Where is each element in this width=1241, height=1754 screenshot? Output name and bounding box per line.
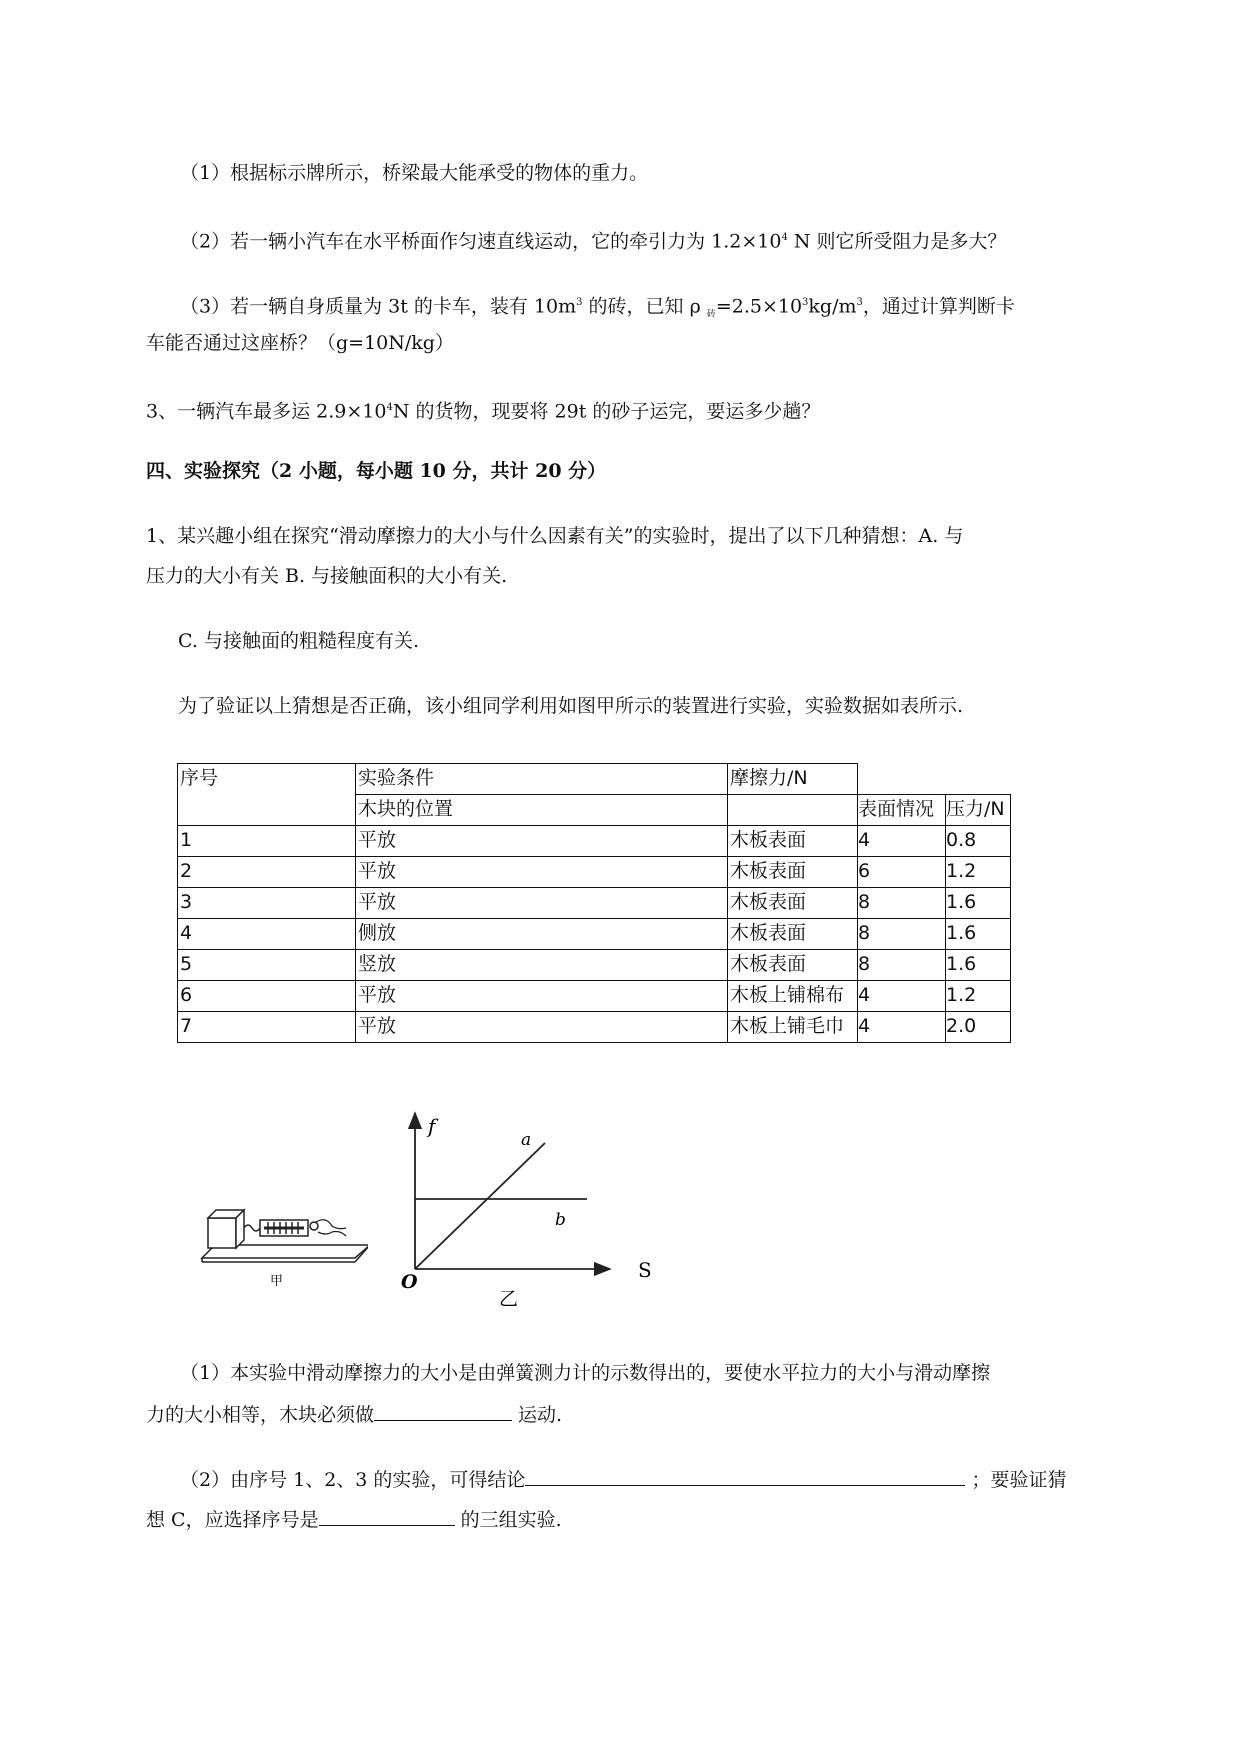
line-a-label: a — [521, 1130, 532, 1150]
text: 运动. — [512, 1404, 563, 1426]
empty-cell — [946, 764, 1011, 795]
cell-surface: 木板上铺毛巾 — [728, 1012, 858, 1043]
text: （1）本实验中滑动摩擦力的大小是由弹簧测力计的示数得出的，要使水平拉力的大小与滑动摩擦 — [180, 1362, 991, 1384]
cell-seq: 3 — [178, 888, 356, 919]
text: ；要验证猜 — [965, 1469, 1067, 1491]
section-heading — [146, 458, 606, 484]
text: 的三组实验. — [454, 1509, 562, 1531]
cell-position: 平放 — [356, 857, 728, 888]
text: C. 与接触面的粗糙程度有关. — [178, 630, 419, 652]
header-friction: 摩擦力/N — [728, 764, 858, 795]
experiment-1-line-2 — [146, 563, 507, 589]
cell-position: 平放 — [356, 888, 728, 919]
text: （2）由序号 1、2、3 的实验，可得结论 — [180, 1469, 526, 1491]
hand-icon — [316, 1220, 346, 1236]
cell-seq: 2 — [178, 857, 356, 888]
figure-jia-apparatus — [198, 1190, 368, 1290]
cell-position: 平放 — [356, 981, 728, 1012]
text: kg/m — [808, 295, 857, 318]
axis-x-label: S — [638, 1258, 652, 1282]
wood-block-icon — [208, 1210, 244, 1248]
question-2-part-1 — [180, 160, 648, 186]
cell-value-b: 1.6 — [946, 888, 1011, 919]
question-2-part-3-cont — [146, 330, 454, 356]
header-seq: 序号 — [178, 764, 356, 795]
sub-question-1-cont — [146, 1400, 562, 1428]
superscript: 4 — [386, 402, 393, 413]
cell-surface: 木板表面 — [728, 826, 858, 857]
table-row — [178, 857, 1011, 888]
figure-jia-label: 甲 — [270, 1274, 284, 1289]
cell-position: 平放 — [356, 1012, 728, 1043]
table-row — [178, 950, 1011, 981]
table-row — [178, 981, 1011, 1012]
line-b-label: b — [555, 1210, 566, 1230]
answer-blank-1[interactable] — [374, 1400, 512, 1421]
text: 压力的大小有关 B. 与接触面积的大小有关. — [146, 565, 508, 587]
cell-value-b: 2.0 — [946, 1012, 1011, 1043]
text: ，通过计算判断卡 — [862, 295, 1015, 318]
superscript: 3 — [856, 297, 863, 308]
header-surface: 表面情况 — [858, 795, 946, 826]
cell-value-a: 4 — [858, 826, 946, 857]
header-position: 木块的位置 — [356, 795, 728, 826]
figure-yi-label: 乙 — [499, 1288, 519, 1310]
superscript: 4 — [781, 232, 788, 243]
text: （1）根据标示牌所示，桥梁最大能承受的物体的重力。 — [180, 162, 649, 184]
experiment-1-line-4 — [178, 693, 963, 719]
text: 四、实验探究（2 小题，每小题 10 分，共计 20 分） — [146, 460, 607, 482]
cell-seq: 4 — [178, 919, 356, 950]
text: 3、一辆汽车最多运 2.9×10 — [146, 400, 387, 423]
text: 1、某兴趣小组在探究“滑动摩擦力的大小与什么因素有关”的实验时，提出了以下几种猜想：A. 与 — [146, 525, 964, 547]
text: （3）若一辆自身质量为 3t 的卡车，装有 10m — [180, 295, 577, 318]
cell-seq: 1 — [178, 826, 356, 857]
cell-value-a: 4 — [858, 981, 946, 1012]
experiment-1-line-1 — [146, 523, 963, 549]
cell-value-a: 8 — [858, 919, 946, 950]
cell-value-a: 8 — [858, 950, 946, 981]
spring-scale-icon — [244, 1220, 318, 1236]
text: =2.5×10 — [715, 295, 803, 318]
text: 的砖，已知 ρ — [582, 295, 707, 318]
cell-surface: 木板上铺棉布 — [728, 981, 858, 1012]
cell-surface: 木板表面 — [728, 888, 858, 919]
cell-value-b: 1.6 — [946, 950, 1011, 981]
answer-blank-3[interactable] — [319, 1505, 455, 1526]
text: N 的货物，现要将 29t 的砂子运完，要运多少趟？ — [392, 400, 821, 423]
header-pressure: 压力/N — [946, 795, 1011, 826]
empty-cell — [858, 764, 946, 795]
cell-value-b: 1.2 — [946, 857, 1011, 888]
figure-yi-graph — [395, 1105, 665, 1310]
cell-value-b: 0.8 — [946, 826, 1011, 857]
header-empty — [728, 795, 858, 826]
cell-position: 平放 — [356, 826, 728, 857]
text: 力的大小相等，木块必须做 — [146, 1404, 375, 1426]
header-condition: 实验条件 — [356, 764, 728, 795]
text: （2）若一辆小汽车在水平桥面作匀速直线运动，它的牵引力为 1.2×10 — [180, 230, 782, 253]
question-2-part-2 — [180, 225, 1007, 254]
cell-value-a: 4 — [858, 1012, 946, 1043]
sub-question-2 — [180, 1465, 1066, 1493]
cell-position: 竖放 — [356, 950, 728, 981]
cell-value-b: 1.6 — [946, 919, 1011, 950]
question-2-part-3 — [180, 290, 1015, 327]
text: N 则它所受阻力是多大？ — [787, 230, 1007, 253]
question-3 — [146, 395, 820, 424]
cell-seq: 6 — [178, 981, 356, 1012]
cell-value-a: 8 — [858, 888, 946, 919]
sub-question-1 — [180, 1360, 990, 1386]
line-a — [415, 1143, 545, 1269]
table-row — [178, 826, 1011, 857]
table-row — [178, 1012, 1011, 1043]
answer-blank-2[interactable] — [525, 1465, 965, 1486]
cell-value-a: 6 — [858, 857, 946, 888]
cell-value-b: 1.2 — [946, 981, 1011, 1012]
text: 为了验证以上猜想是否正确，该小组同学利用如图甲所示的装置进行实验，实验数据如表所示. — [178, 695, 964, 717]
experiment-table — [177, 763, 1011, 1043]
table-row — [178, 888, 1011, 919]
sub-question-2-cont — [146, 1505, 562, 1533]
header-seq-cont — [178, 795, 356, 826]
cell-surface: 木板表面 — [728, 857, 858, 888]
text: 车能否通过这座桥？（g=10N/kg） — [146, 332, 454, 354]
table-row — [178, 919, 1011, 950]
superscript: 3 — [802, 297, 809, 308]
cell-seq: 7 — [178, 1012, 356, 1043]
axis-y-label: f — [428, 1114, 436, 1138]
origin-label: O — [401, 1271, 418, 1293]
cell-surface: 木板表面 — [728, 919, 858, 950]
cell-position: 侧放 — [356, 919, 728, 950]
experiment-1-line-3 — [178, 628, 419, 654]
superscript: 3 — [576, 297, 583, 308]
cell-seq: 5 — [178, 950, 356, 981]
text: 想 C，应选择序号是 — [146, 1509, 319, 1531]
cell-surface: 木板表面 — [728, 950, 858, 981]
subscript: 砖 — [706, 309, 716, 320]
